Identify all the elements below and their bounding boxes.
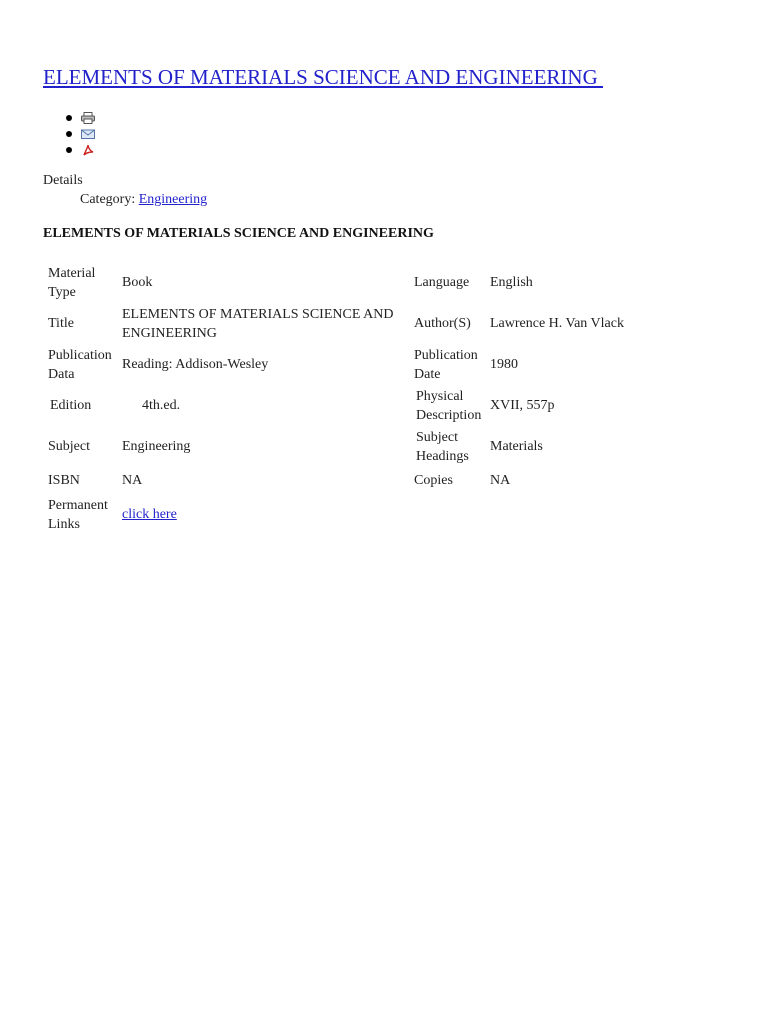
category-link[interactable]: Engineering — [138, 192, 208, 207]
language-value: English — [490, 275, 533, 290]
table-row — [48, 467, 692, 494]
category-label: Category: — [80, 192, 136, 207]
email-action[interactable] — [66, 126, 95, 142]
email-icon[interactable] — [81, 128, 95, 140]
physical-description-label: Physical Description — [416, 388, 482, 423]
permanent-link-cell — [122, 494, 414, 535]
material-type-value: Book — [122, 275, 153, 290]
article-actions — [66, 110, 95, 158]
isbn-label: ISBN — [48, 473, 80, 488]
permanent-links-label: Permanent Links — [48, 497, 108, 532]
copies-label: Copies — [414, 473, 453, 488]
publication-data-label: Publication Data — [48, 347, 112, 382]
bullet — [66, 131, 72, 137]
table-row — [48, 494, 692, 535]
pdf-action[interactable] — [66, 142, 95, 158]
title-value: ELEMENTS OF MATERIALS SCIENCE AND ENGINEERING — [122, 306, 394, 341]
edition-label: Edition — [50, 398, 92, 413]
publication-date-label: Publication Date — [414, 347, 478, 382]
subject-headings-value: Materials — [490, 439, 543, 454]
pdf-icon[interactable] — [81, 144, 95, 156]
table-row — [48, 426, 692, 467]
details-label: Details — [43, 173, 83, 188]
edition-value: 4th.ed. — [142, 398, 181, 413]
table-row — [48, 303, 692, 344]
subject-headings-label: Subject Headings — [416, 429, 469, 464]
title-label: Title — [48, 316, 74, 331]
subject-label: Subject — [48, 439, 90, 454]
bullet — [66, 147, 72, 153]
copies-value: NA — [490, 473, 511, 488]
print-icon[interactable] — [81, 112, 95, 124]
table-row — [48, 262, 692, 303]
category-row — [80, 191, 207, 209]
bullet — [66, 115, 72, 121]
table-row — [48, 344, 692, 385]
subject-value: Engineering — [122, 439, 191, 454]
print-action[interactable] — [66, 110, 95, 126]
publication-date-value: 1980 — [490, 357, 518, 372]
physical-description-value: XVII, 557p — [490, 398, 555, 413]
authors-value: Lawrence H. Van Vlack — [490, 316, 624, 331]
empty-cell — [490, 494, 692, 535]
record-table — [48, 262, 692, 535]
empty-cell — [414, 494, 490, 535]
article-title-link[interactable]: ELEMENTS OF MATERIALS SCIENCE AND ENGINEERING — [43, 65, 603, 89]
record-heading: ELEMENTS OF MATERIALS SCIENCE AND ENGINEERING — [43, 226, 434, 241]
table-row — [48, 385, 692, 426]
isbn-value: NA — [122, 473, 143, 488]
permanent-link[interactable]: click here — [122, 507, 177, 522]
authors-label: Author(S) — [414, 316, 471, 331]
publication-data-value: Reading: Addison-Wesley — [122, 357, 269, 372]
language-label: Language — [414, 275, 470, 290]
material-type-label: Material Type — [48, 265, 96, 300]
